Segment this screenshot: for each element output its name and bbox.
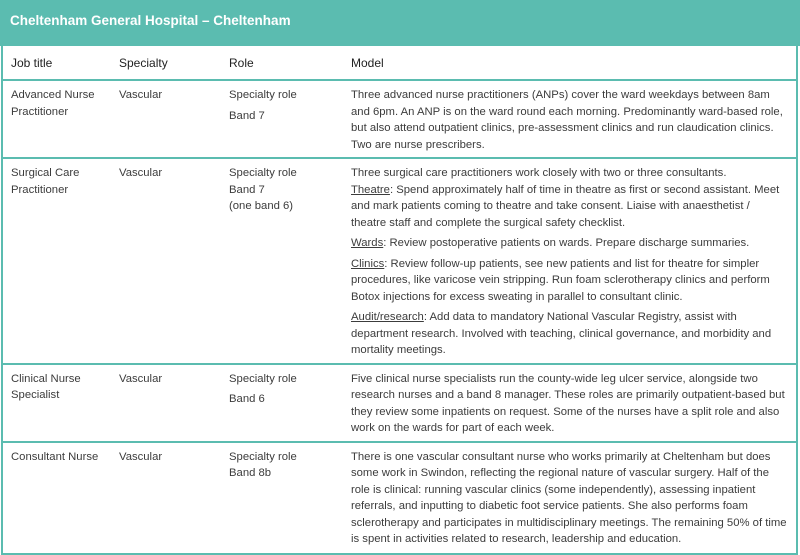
table-title: Cheltenham General Hospital – Cheltenham: [0, 0, 800, 46]
audit-research-text: : Add data to mandatory National Vascular Registry, assist with department research. Involved with teaching, clinical governance, and morbidity and mortality meetings.: [351, 311, 772, 356]
model-cell: [343, 364, 797, 442]
role-line: Specialty role: [229, 167, 297, 179]
audit-research-label: Audit/research: [351, 311, 424, 323]
role-line: (one band 6): [229, 200, 294, 212]
job-title-cell: Advanced Nurse Practitioner: [2, 80, 111, 158]
job-roles-table: [1, 46, 798, 555]
model-paragraph-clinics: [351, 256, 788, 306]
model-paragraph: Three surgical care practitioners work closely with two or three consultants.: [351, 167, 727, 179]
model-paragraph-theatre: [351, 182, 788, 232]
column-header-specialty: Specialty: [111, 46, 221, 80]
model-cell: [343, 80, 797, 158]
job-title-cell: Surgical Care Practitioner: [2, 158, 111, 364]
theatre-label: Theatre: [351, 183, 390, 196]
specialty-cell: Vascular: [111, 80, 221, 158]
role-line: Specialty role: [229, 372, 297, 385]
job-title-cell: Consultant Nurse: [2, 442, 111, 554]
specialty-cell: Vascular: [111, 364, 221, 442]
column-header-model: Model: [343, 46, 797, 80]
role-cell: [221, 80, 343, 158]
clinics-label: Clinics: [351, 257, 385, 270]
clinics-text: : Review follow-up patients, see new patients and list for theatre for simpler procedures, like varicose vein stripping. Run foam sclerotherapy clinics and perform Botox injections for excess sweating in parallel to consultant clinic.: [351, 257, 770, 303]
table-row: [2, 158, 797, 364]
role-cell: [221, 364, 343, 442]
model-paragraph: There is one vascular consultant nurse who works primarily at Cheltenham but does some work in Swindon, reflecting the regional nature of vascular surgery. Half of the role is clinical: running vascular clinics (some independently), assessing inpatient referrals, and inputting to diabetic foot service patients. She also performs foam sclerotherapy and participates in multidisciplinary meetings. The remaining 50% of time is spent in activities related to research, leadership and education.: [351, 450, 787, 545]
job-title-cell: Clinical Nurse Specialist: [2, 364, 111, 442]
table-header-row: [2, 46, 797, 80]
theatre-text: : Spend approximately half of time in theatre as first or second assistant. Meet and mark patients coming to theatre and take consent. Liaise with anaesthetist / theatre staff and complete the surgical safety checklist.: [351, 183, 780, 229]
model-paragraph-audit: [351, 309, 788, 359]
role-line: Specialty role: [229, 89, 297, 101]
wards-text: : Review postoperative patients on wards. Prepare discharge summaries.: [383, 237, 750, 249]
table-row: [2, 80, 797, 158]
model-cell: [343, 158, 797, 364]
table-row: [2, 364, 797, 442]
role-cell: [221, 442, 343, 554]
column-header-role: Role: [221, 46, 343, 80]
model-paragraph: Three advanced nurse practitioners (ANPs) cover the ward weekdays between 8am and 6pm. An ANP is on the ward round each morning. Predominantly ward-based role, but also attend outpatient clinics, pre-assessment clinics and run claudication clinics. Two are nurse prescribers.: [351, 89, 783, 151]
wards-label: Wards: [351, 237, 384, 249]
column-header-job-title: Job title: [2, 46, 111, 80]
role-cell: [221, 158, 343, 364]
specialty-cell: Vascular: [111, 442, 221, 554]
role-line: Band 7: [229, 109, 265, 122]
table-row: [2, 442, 797, 554]
role-line: Specialty role: [229, 450, 297, 463]
model-paragraph-wards: [351, 235, 788, 252]
model-cell: [343, 442, 797, 554]
specialty-cell: Vascular: [111, 158, 221, 364]
model-paragraph: Five clinical nurse specialists run the county-wide leg ulcer service, alongside two research nurses and a band 8 manager. These roles are primarily outpatient-based but they review some inpatients on request. Some of the nurses have a split role and also work on the wards for part of each week.: [351, 372, 785, 434]
role-line: Band 6: [229, 393, 265, 405]
role-line: Band 7: [229, 183, 265, 196]
role-line: Band 8b: [229, 467, 272, 479]
